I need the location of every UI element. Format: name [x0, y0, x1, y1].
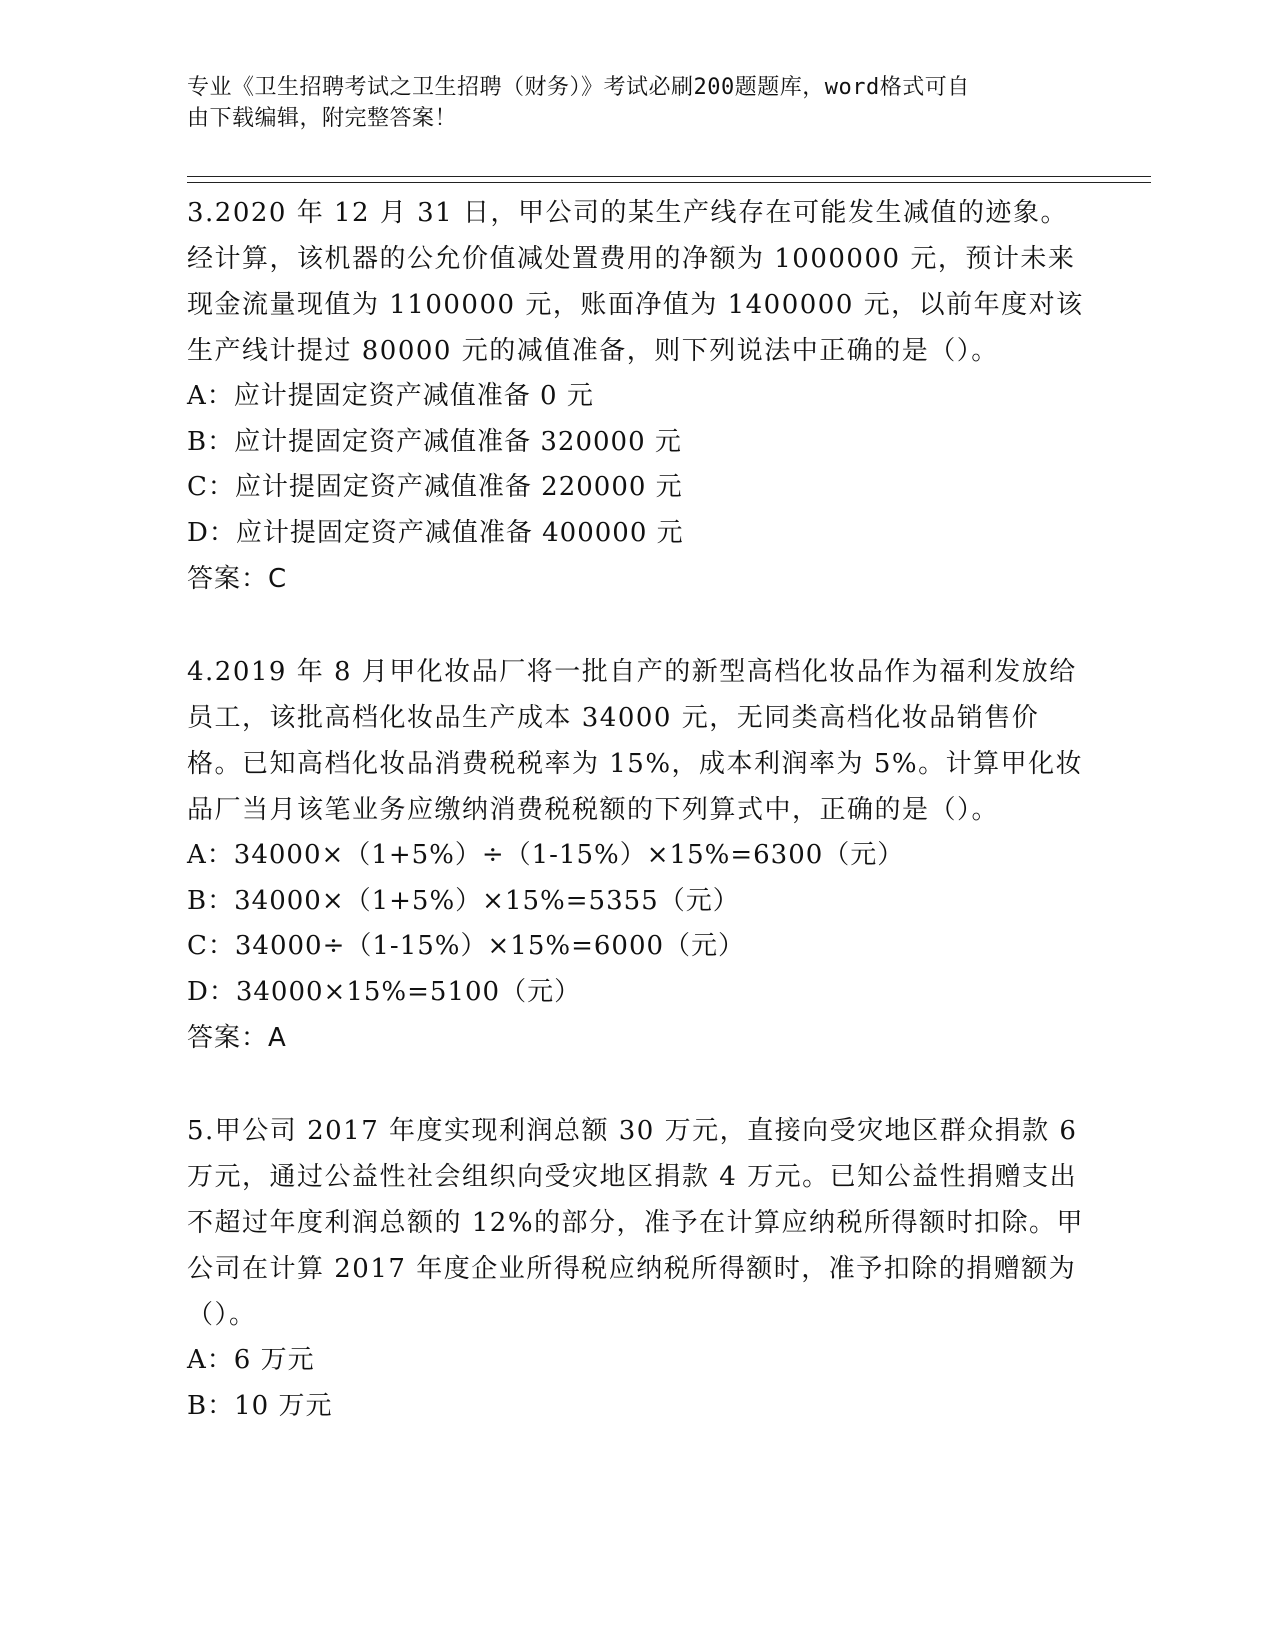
- option-c: C：34000÷（1-15%）×15%=6000（元）: [187, 931, 746, 961]
- header-divider-top: [187, 176, 1151, 177]
- option-c: C：应计提固定资产减值准备 220000 元: [187, 472, 683, 502]
- option-d: D：应计提固定资产减值准备 400000 元: [187, 517, 684, 548]
- question-4: [187, 649, 1087, 1061]
- header-divider-bottom: [187, 182, 1151, 183]
- option-a: A：6 万元: [187, 1345, 315, 1375]
- question-5: [187, 1108, 1087, 1429]
- header-title-line-1: 专业《卫生招聘考试之卫生招聘（财务）》考试必刷200题题库，word格式可自: [187, 75, 970, 100]
- question-stem: 3.2020 年 12 月 31 日，甲公司的某生产线存在可能发生减值的迹象。经计算，该机器的公允价值减处置费用的净额为 1000000 元，预计未来现金流量现值为 1100000 元，账面净值为 1400000 元，以前年度对该生产线计提过 80000 元的减值准备，则下列说法中正确的是（）。: [187, 198, 1084, 366]
- answer-line: 答案：A: [187, 1023, 287, 1053]
- answer-line: 答案：C: [187, 564, 288, 594]
- question-list: [187, 190, 1087, 1476]
- option-b: B：10 万元: [187, 1390, 333, 1421]
- option-a: A：应计提固定资产减值准备 0 元: [187, 381, 594, 411]
- option-b: B：34000×（1+5%）×15%=5355（元）: [187, 885, 740, 916]
- question-stem: 4.2019 年 8 月甲化妆品厂将一批自产的新型高档化妆品作为福利发放给员工，该批高档化妆品生产成本 34000 元，无同类高档化妆品销售价格。已知高档化妆品消费税税率为 15%，成本利润率为 5%。计算甲化妆品厂当月该笔业务应缴纳消费税税额的下列算式中，正确的是（）。: [187, 657, 1084, 825]
- question-3: [187, 190, 1087, 602]
- option-a: A：34000×（1+5%）÷（1-15%）×15%=6300（元）: [187, 840, 905, 870]
- header-title-line-2: 由下载编辑，附完整答案！: [187, 106, 458, 131]
- option-b: B：应计提固定资产减值准备 320000 元: [187, 426, 682, 457]
- document-header: [187, 72, 1067, 134]
- option-d: D：34000×15%=5100（元）: [187, 976, 582, 1007]
- question-stem: 5.甲公司 2017 年度实现利润总额 30 万元，直接向受灾地区群众捐款 6 万元，通过公益性社会组织向受灾地区捐款 4 万元。已知公益性捐赠支出不超过年度利润总额的 12%的部分，准予在计算应纳税所得额时扣除。甲公司在计算 2017 年度企业所得税应纳税所得额时，准予扣除的捐赠额为（）。: [187, 1116, 1085, 1330]
